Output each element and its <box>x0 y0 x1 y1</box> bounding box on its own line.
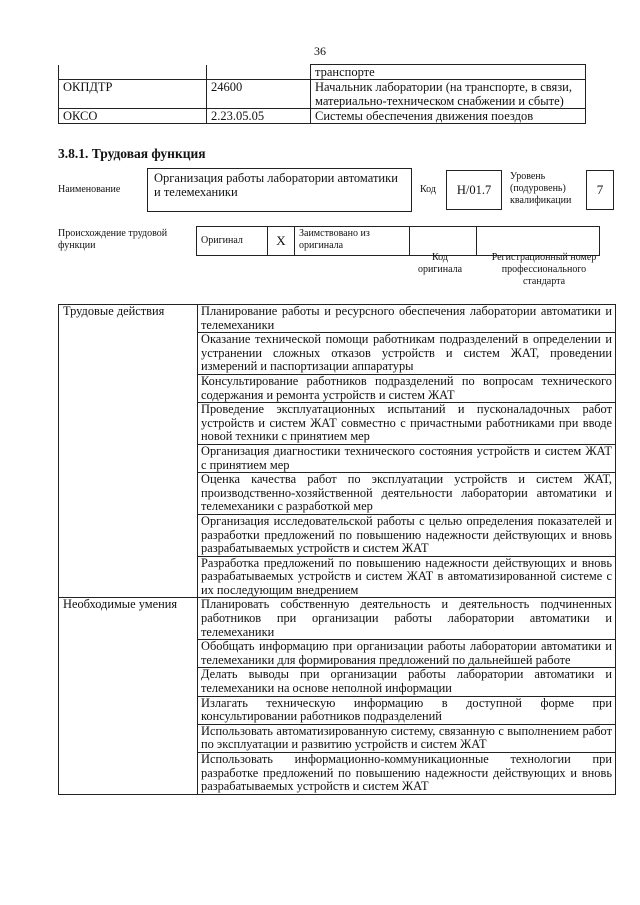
labor-action-item: Организация диагностики технического состояния устройств и систем ЖАТ с принятием мер <box>198 444 616 472</box>
classifier-code-cell: ОКПДТР <box>59 80 207 109</box>
original-code-caption: Код оригинала <box>417 252 463 275</box>
skills-label: Необходимые умения <box>59 598 198 794</box>
table-row <box>59 80 586 109</box>
original-label: Оригинал <box>197 227 268 256</box>
table-row <box>59 305 616 333</box>
labor-action-item: Планирование работы и ресурсного обеспечения лаборатории автоматики и телемеханики <box>198 305 616 333</box>
classifier-number-cell: 2.23.05.05 <box>207 109 311 124</box>
section-heading: 3.8.1. Трудовая функция <box>58 146 206 161</box>
labor-action-item: Оказание технической помощи работникам подразделений в определении и устранении сложных отказов устройств и систем ЖАТ, проведении измерений и паспортизации аппаратуры <box>198 333 616 375</box>
skill-item: Использовать автоматизированную систему, связанную с выполнением работ по эксплуатации и развитию устройств и систем ЖАТ <box>198 724 616 752</box>
classifier-name-cell: Системы обеспечения движения поездов <box>311 109 586 124</box>
name-label: Наименование <box>58 184 121 195</box>
qualification-level-box: 7 <box>586 170 614 210</box>
skill-item: Делать выводы при организации работы лаборатории автоматики и телемеханики на основе неполной информации <box>198 668 616 696</box>
labor-action-item: Разработка предложений по повышению надежности действующих и вновь разрабатываемых устройств и систем ЖАТ в автоматизированной системе с их последующим внедрением <box>198 556 616 598</box>
classifier-number-cell <box>207 65 311 80</box>
classifier-name-cell: Начальник лаборатории (на транспорте, в связи, материально-техническом снабжении и сбыте) <box>311 80 586 109</box>
code-label: Код <box>420 184 436 195</box>
labor-action-item: Оценка качества работ по эксплуатации устройств и систем ЖАТ, производственно-хозяйственной деятельности лаборатории автоматики и телемеханики с разработкой мер <box>198 473 616 515</box>
table-row <box>59 598 616 640</box>
registration-number-caption: Регистрационный номер профессионального стандарта <box>491 252 597 287</box>
borrowed-label: Заимствовано из оригинала <box>295 227 410 256</box>
function-name-box: Организация работы лаборатории автоматики и телемеханики <box>147 168 412 212</box>
labor-action-item: Консультирование работников подразделений по вопросам технического содержания и ремонта устройств и систем ЖАТ <box>198 374 616 402</box>
skill-item: Излагать техническую информацию в доступной форме при консультировании работников подразделений <box>198 696 616 724</box>
origin-label: Происхождение трудовой функции <box>58 228 168 251</box>
labor-action-item: Организация исследовательской работы с целью определения показателей и разработки предложений по повышению надежности действующих и вновь разрабатываемых устройств и систем ЖАТ <box>198 514 616 556</box>
page-number: 36 <box>314 44 326 58</box>
classifier-number-cell: 24600 <box>207 80 311 109</box>
table-row <box>59 65 586 80</box>
table-row <box>59 109 586 124</box>
classifier-name-cell: транспорте <box>311 65 586 80</box>
classifier-code-cell <box>59 65 207 80</box>
labor-actions-label: Трудовые действия <box>59 305 198 598</box>
classification-table <box>58 64 586 124</box>
function-code-box: H/01.7 <box>446 170 502 210</box>
original-mark: X <box>268 227 295 256</box>
classifier-code-cell: ОКСО <box>59 109 207 124</box>
qualification-level-label: Уровень (подуровень) квалификации <box>510 171 572 206</box>
work-function-table <box>58 304 616 795</box>
skill-item: Использовать информационно-коммуникационные технологии при разработке предложений по повышению надежности действующих и вновь разрабатываемых устройств и систем ЖАТ <box>198 753 616 795</box>
skill-item: Планировать собственную деятельность и деятельность подчиненных работников при организации работы лаборатории автоматики и телемеханики <box>198 598 616 640</box>
skill-item: Обобщать информацию при организации работы лаборатории автоматики и телемеханики для формирования предложений по дальнейшей работе <box>198 640 616 668</box>
labor-action-item: Проведение эксплуатационных испытаний и пусконаладочных работ устройств и систем ЖАТ совместно с причастными работниками при вводе новой техники с принятием мер <box>198 403 616 445</box>
